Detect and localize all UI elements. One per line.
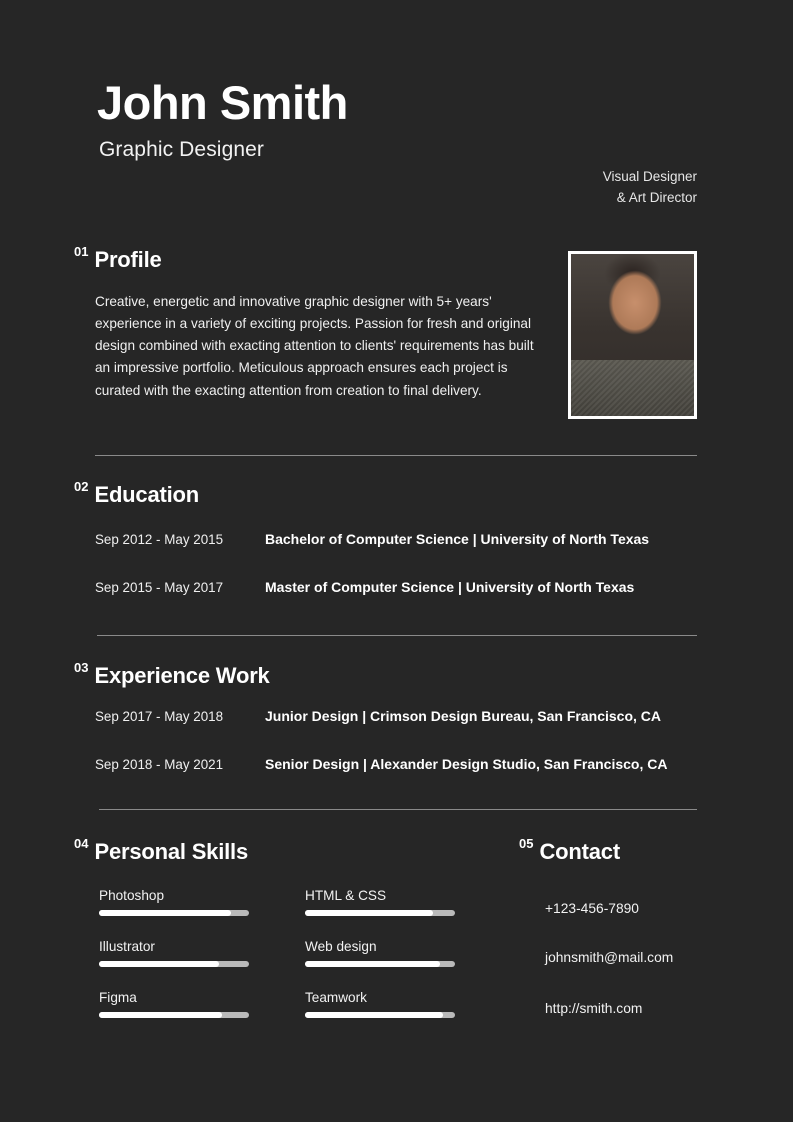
section-title: Profile xyxy=(94,247,162,272)
section-heading-profile xyxy=(74,244,162,273)
header xyxy=(97,76,697,205)
experience-row xyxy=(95,708,661,724)
section-title: Contact xyxy=(539,839,620,864)
tagline-line-1: Visual Designer xyxy=(602,169,697,184)
experience-date: Sep 2018 - May 2021 xyxy=(95,757,224,772)
experience-desc: Senior Design | Alexander Design Studio, San Francisco, CA xyxy=(265,756,668,772)
education-date: Sep 2012 - May 2015 xyxy=(95,532,224,547)
education-desc: Bachelor of Computer Science | University of North Texas xyxy=(265,531,650,547)
skill-bar-fill xyxy=(99,961,219,967)
skill-item xyxy=(99,939,249,967)
skill-item xyxy=(99,990,249,1018)
skill-bar-track xyxy=(99,910,249,916)
skill-bar-track xyxy=(99,961,249,967)
section-number: 05 xyxy=(519,836,534,851)
contact-email[interactable]: johnsmith@mail.com xyxy=(545,950,674,965)
skill-item xyxy=(99,888,249,916)
skill-bar-fill xyxy=(99,1012,222,1018)
education-row xyxy=(95,531,649,547)
skill-label: Web design xyxy=(305,939,377,954)
experience-desc: Junior Design | Crimson Design Bureau, San Francisco, CA xyxy=(265,708,661,724)
skill-bar-track xyxy=(305,961,455,967)
skill-bar-fill xyxy=(305,910,433,916)
education-date: Sep 2015 - May 2017 xyxy=(95,580,224,595)
skill-bar-fill xyxy=(99,910,231,916)
section-title: Personal Skills xyxy=(94,839,248,864)
section-heading-education xyxy=(74,479,200,508)
section-title: Experience Work xyxy=(94,663,270,688)
section-heading-experience xyxy=(74,660,270,689)
education-desc: Master of Computer Science | University of North Texas xyxy=(265,579,635,595)
experience-date: Sep 2017 - May 2018 xyxy=(95,709,224,724)
section-number: 03 xyxy=(74,660,89,675)
skill-item xyxy=(305,888,455,916)
section-number: 04 xyxy=(74,836,89,851)
section-heading-skills xyxy=(74,836,248,865)
skill-bar-track xyxy=(99,1012,249,1018)
skill-label: HTML & CSS xyxy=(305,888,387,903)
experience-row xyxy=(95,756,668,772)
skill-label: Illustrator xyxy=(99,939,155,954)
skill-bar-fill xyxy=(305,1012,443,1018)
skill-bar-fill xyxy=(305,961,440,967)
contact-website[interactable]: http://smith.com xyxy=(545,1001,643,1016)
divider-2 xyxy=(97,635,697,636)
tagline-line-2: & Art Director xyxy=(616,189,697,205)
portrait-photo-image xyxy=(571,254,694,416)
skill-item xyxy=(305,939,455,967)
section-number: 02 xyxy=(74,479,89,494)
header-tagline xyxy=(477,167,697,209)
portrait-photo xyxy=(568,251,697,419)
contact-phone[interactable]: +123-456-7890 xyxy=(545,901,639,916)
skill-bar-track xyxy=(305,1012,455,1018)
skill-label: Figma xyxy=(99,990,137,1005)
education-row xyxy=(95,579,634,595)
section-number: 01 xyxy=(74,244,89,259)
skill-label: Photoshop xyxy=(99,888,165,903)
skill-bar-track xyxy=(305,910,455,916)
page-title: John Smith xyxy=(97,76,348,129)
section-title: Education xyxy=(94,482,200,507)
divider-3 xyxy=(99,809,697,810)
profile-body: Creative, energetic and innovative graphic designer with 5+ years' experience in a variety of exciting projects. Passion for fresh and original design combined with exacting attention to clients' requirements has built an impressive portfolio. Meticulous approach ensures each project is curated with the exacting attention from creation to final delivery. xyxy=(95,294,534,398)
job-role: Graphic Designer xyxy=(99,138,265,162)
divider-1 xyxy=(95,455,697,456)
skill-label: Teamwork xyxy=(305,990,367,1005)
skill-item xyxy=(305,990,455,1018)
section-heading-contact xyxy=(519,836,620,865)
